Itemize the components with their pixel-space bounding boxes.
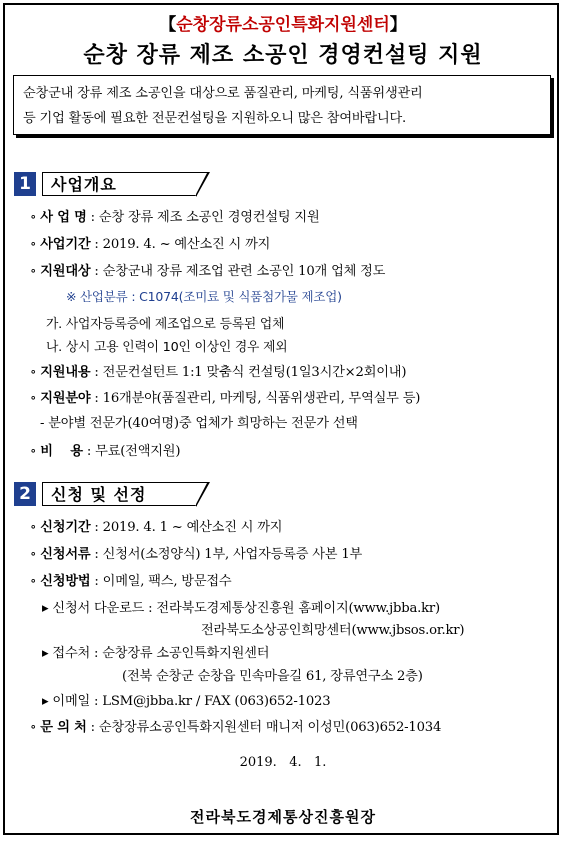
- row-value: : 전문컨설턴트 1:1 맞춤식 컨설팅(1일3시간×2회이내): [90, 365, 407, 380]
- org-name: 순창장류소공인특화지원센터: [176, 15, 390, 35]
- row-key: 비 용: [40, 444, 83, 459]
- bullet: ∘: [30, 365, 37, 380]
- row-key: 지원내용: [40, 365, 91, 380]
- bullet: ∘: [30, 574, 37, 589]
- row-value: : 순창 장류 제조 소공인 경영컨설팅 지원: [86, 210, 320, 225]
- section-2-fold-inner: [195, 483, 207, 506]
- download-line-2: 전라북도소상공인희망센터(www.jbsos.or.kr): [201, 623, 465, 638]
- section-1-label: 사업개요: [42, 172, 197, 196]
- bullet: ∘: [30, 391, 37, 406]
- row-value: : 무료(전액지원): [82, 444, 181, 459]
- row-value: : 16개분야(품질관리, 마케팅, 식품위생관리, 무역실무 등): [90, 391, 421, 406]
- email-line: ▸ 이메일 : LSM@jbba.kr / FAX (063)652-1023: [42, 694, 331, 709]
- bullet: ∘: [30, 237, 37, 252]
- row-key: 신청기간: [40, 520, 91, 535]
- section-2-label: 신청 및 선정: [42, 482, 197, 506]
- row-cost: [30, 440, 180, 459]
- notice-date: 2019. 4. 1.: [239, 755, 327, 770]
- bullet: ∘: [30, 547, 37, 562]
- row-key: 사업기간: [40, 237, 91, 252]
- row-key: 신청서류: [40, 547, 91, 562]
- section-2-number: 2: [14, 482, 36, 506]
- row-value: : 2019. 4. ~ 예산소진 시 까지: [90, 237, 271, 252]
- intro-line-2: 등 기업 활동에 필요한 전문컨설팅을 지원하오니 많은 참여바랍니다.: [23, 111, 407, 126]
- row-project-period: [30, 233, 270, 252]
- bullet: ∘: [30, 210, 37, 225]
- bullet: ∘: [30, 264, 37, 279]
- download-line-1: ▸ 신청서 다운로드 : 전라북도경제통상진흥원 홈페이지(www.jbba.kr): [42, 601, 440, 616]
- row-apply-period: [30, 516, 282, 535]
- issuer-signature: 전라북도경제통상진흥원장: [190, 808, 376, 826]
- row-key: 지원분야: [40, 391, 91, 406]
- row-key: 사 업 명: [40, 210, 87, 225]
- row-apply-docs: [30, 543, 362, 562]
- office-line-2: (전북 순창군 순창읍 민속마을길 61, 장류연구소 2층): [122, 669, 423, 684]
- row-key: 문 의 처: [40, 720, 87, 735]
- condition-b: 나. 상시 고용 인력이 10인 이상인 경우 제외: [46, 340, 288, 355]
- row-support-content: [30, 361, 406, 380]
- row-key: 지원대상: [40, 264, 91, 279]
- field-subnote: - 분야별 전문가(40여명)중 업체가 희망하는 전문가 선택: [40, 416, 358, 431]
- bullet: ∘: [30, 720, 37, 735]
- industry-note: ※ 산업분류 : C1074(조미료 및 식품첨가물 제조업): [66, 289, 342, 304]
- section-1-number: 1: [14, 172, 36, 196]
- row-key: 신청방법: [40, 574, 91, 589]
- row-support-field: [30, 387, 420, 406]
- row-value: : 2019. 4. 1 ~ 예산소진 시 까지: [90, 520, 283, 535]
- row-value: : 순창군내 장류 제조업 관련 소공인 10개 업체 정도: [90, 264, 386, 279]
- row-apply-method: [30, 570, 231, 589]
- condition-a: 가. 사업자등록증에 제조업으로 등록된 업체: [46, 317, 285, 332]
- row-value: : 순창장류소공인특화지원센터 매니저 이성민(063)652-1034: [86, 720, 442, 735]
- row-contact: [30, 716, 441, 735]
- row-target: [30, 260, 385, 279]
- row-value: : 신청서(소정양식) 1부, 사업자등록증 사본 1부: [90, 547, 363, 562]
- bullet: ∘: [30, 444, 37, 459]
- org-subtitle: 【순창장류소공인특화지원센터】: [159, 15, 407, 35]
- office-line-1: ▸ 접수처 : 순창장류 소공인특화지원센터: [42, 646, 270, 661]
- intro-box: [13, 75, 551, 135]
- page-title: 순창 장류 제조 소공인 경영컨설팅 지원: [83, 43, 483, 68]
- section-1-fold-inner: [195, 173, 207, 196]
- row-value: : 이메일, 팩스, 방문접수: [90, 574, 232, 589]
- bullet: ∘: [30, 520, 37, 535]
- intro-line-1: 순창군내 장류 제조 소공인을 대상으로 품질관리, 마케팅, 식품위생관리: [23, 86, 423, 101]
- row-project-name: [30, 206, 319, 225]
